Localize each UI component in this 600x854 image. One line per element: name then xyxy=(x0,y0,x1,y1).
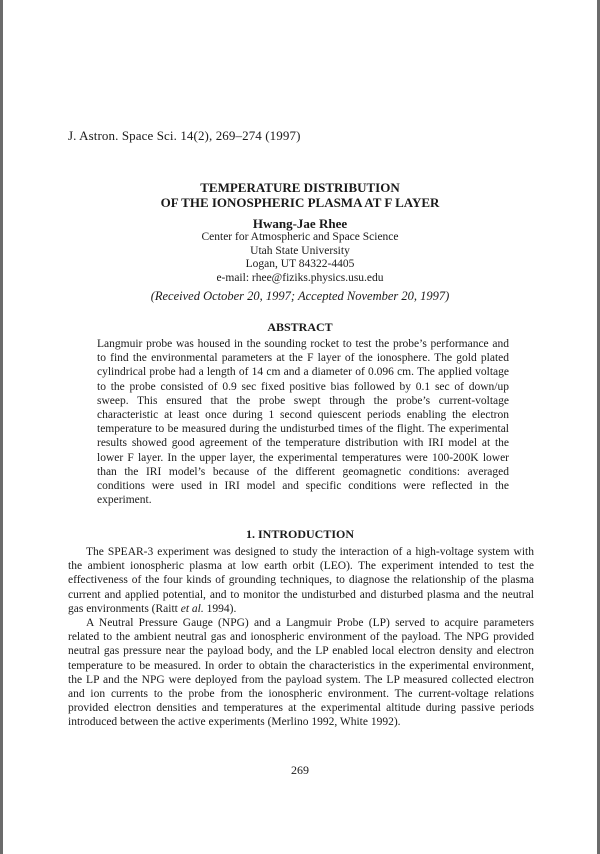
received-dates: (Received October 20, 1997; Accepted November 20, 1997) xyxy=(150,289,450,303)
intro-paragraph-2: A Neutral Pressure Gauge (NPG) and a Langmuir Probe (LP) served to acquire parameters related to the ambient neutral gas and ionospheric environment of the payload. The NPG provided neutral gas pressure near the payload body, and the LP enabled local electron density and electron temperature to be measured. In order to obtain the characteristics in the experimental environment, the LP and the NPG were deployed from the payload system. The LP measured collected electron and ion currents to the probe from the ionospheric environment. The current-voltage relations provided electron densities and temperatures at the experimental altitude during passive periods introduced between the active experiments (Merlino 1992, White 1992). xyxy=(68,617,534,729)
affiliation-email: e-mail: rhee@fiziks.physics.usu.edu xyxy=(216,271,384,284)
abstract-heading: ABSTRACT xyxy=(267,320,333,334)
title-line-1: TEMPERATURE DISTRIBUTION xyxy=(200,180,400,195)
title-line-2: OF THE IONOSPHERIC PLASMA AT F LAYER xyxy=(160,195,440,210)
affiliation-address: Logan, UT 84322-4405 xyxy=(245,258,355,270)
intro-p1-tail: 1994). xyxy=(203,602,237,615)
paper-title xyxy=(0,180,600,210)
journal-reference: J. Astron. Space Sci. 14(2), 269–274 (1997) xyxy=(68,128,301,143)
page-left-edge xyxy=(0,0,3,854)
page-number: 269 xyxy=(291,763,309,777)
intro-paragraph-1 xyxy=(68,545,534,616)
intro-p1-italic: et al. xyxy=(180,602,204,615)
affiliation-university: Utah State University xyxy=(250,244,350,257)
author-name: Hwang-Jae Rhee xyxy=(252,216,348,231)
section-heading-introduction: 1. INTRODUCTION xyxy=(245,527,354,541)
abstract-text: Langmuir probe was housed in the sounding rocket to test the probe’s performance and to find the environmental parameters at the F layer of the ionosphere. The gold plated cylindrical probe had a length of 14 cm and a diameter of 0.096 cm. The applied voltage to the probe consisted of 0.9 sec fixed positive bias followed by 0.1 sec of down/up sweep. This ensured that the probe swept through the probe’s current-voltage characteristic at least once during 1 second quiescent periods enabling the electron temperature to be measured during the undisturbed times of the flight. The experimental results showed good agreement of the temperature distribution with IRI model at the lower F layer. In the upper layer, the experimental temperatures were 100-200K lower than the IRI model’s because of the different geomagnetic conditions: averaged conditions were used in IRI model and specific conditions were reflected in the experiment. xyxy=(97,338,509,507)
introduction-body xyxy=(68,545,534,730)
affiliation-center: Center for Atmospheric and Space Science xyxy=(201,231,399,243)
intro-p1-text: The SPEAR-3 experiment was designed to study the interaction of a high-voltage system with the ambient ionospheric plasma at low earth orbit (LEO). The experiment intended to test the effectiveness of the four kinds of grounding techniques, to diagnose the relationship of the plasma current and applied potential, and to monitor the undisturbed and disturbed plasma and the neutral gas environments (Raitt xyxy=(68,546,534,615)
author-affiliation xyxy=(0,231,600,285)
